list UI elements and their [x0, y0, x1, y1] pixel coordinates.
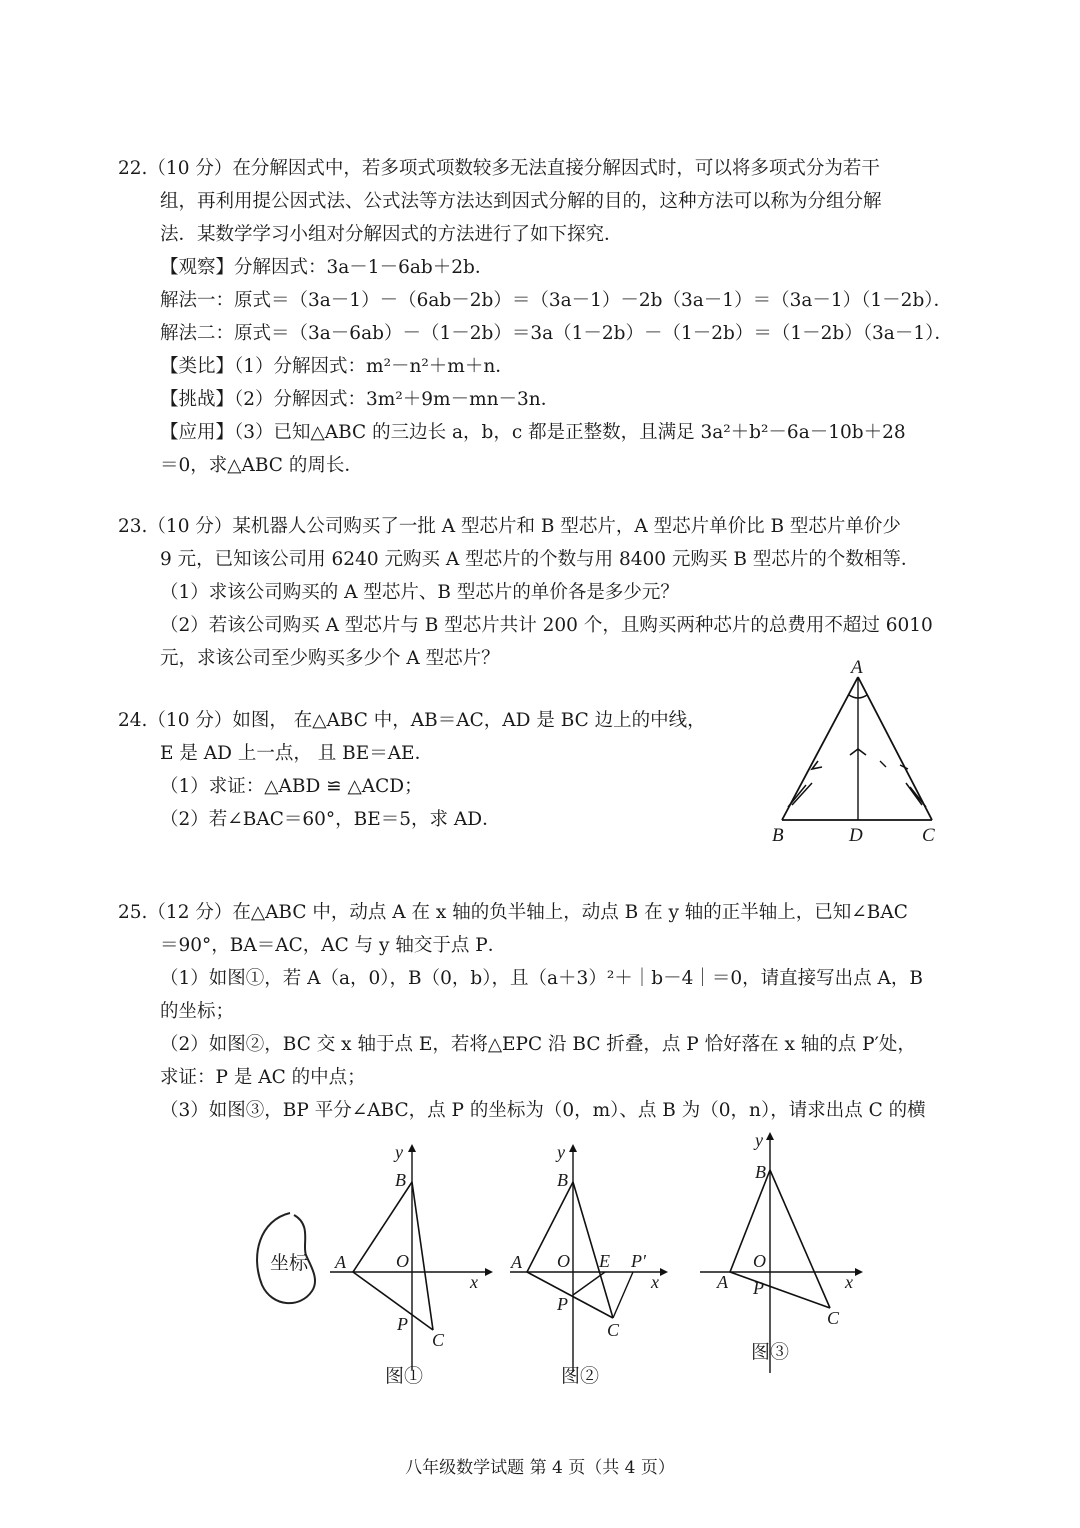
q24-line-2: E 是 AD 上一点， 且 BE＝AE． — [160, 743, 434, 764]
q25-line-3: （1）如图①，若 A（a，0），B（0，b），且（a＋3）²＋｜b－4｜＝0，请直接写出点 A，B — [160, 968, 923, 989]
q23-line-5: 元，求该公司至少购买多少个 A 型芯片？ — [160, 648, 500, 669]
q22-line-7: 【类比】（1）分解因式：m²－n²＋m＋n． — [160, 356, 514, 377]
fig2-caption: 图② — [561, 1366, 600, 1387]
fig3-label-o: O — [753, 1251, 766, 1271]
q25-line-1: 25.（12 分）在△ABC 中，动点 A 在 x 轴的负半轴上，动点 B 在 y 轴的正半轴上，已知∠BAC — [118, 902, 908, 923]
q22-line-4: 【观察】分解因式：3a－1－6ab＋2b． — [160, 257, 494, 278]
fig3-label-x: x — [845, 1272, 853, 1292]
fig3-label-a: A — [717, 1272, 728, 1292]
q24-line-1: 24.（10 分）如图， 在△ABC 中，AB＝AC，AD 是 BC 边上的中线， — [118, 710, 706, 731]
fig3-label-p: P — [753, 1278, 764, 1298]
fig1-label-c: C — [432, 1330, 445, 1350]
fig1-label-y: y — [395, 1142, 403, 1162]
q22-line-5: 解法一：原式＝（3a－1）－（6ab－2b）＝（3a－1）－2b（3a－1）＝（3a－1）（1－2b）． — [160, 290, 953, 311]
fig1-label-b: B — [395, 1170, 406, 1190]
q22-line-2: 组，再利用提公因式法、公式法等方法达到因式分解的目的，这种方法可以称为分组分解 — [160, 191, 882, 212]
fig3-label-b: B — [755, 1162, 766, 1182]
q25-figure-2 — [505, 1140, 675, 1390]
fig2-label-x: x — [651, 1272, 659, 1292]
q23-line-3: （1）求该公司购买的 A 型芯片、B 型芯片的单价各是多少元？ — [160, 582, 679, 603]
q24-triangle-figure — [760, 655, 960, 850]
q23-line-1: 23.（10 分）某机器人公司购买了一批 A 型芯片和 B 型芯片，A 型芯片单价比 B 型芯片单价少 — [118, 516, 901, 537]
fig2-label-b: B — [557, 1170, 568, 1190]
fig3-label-y: y — [755, 1130, 763, 1150]
q22-line-10: ＝0，求△ABC 的周长． — [160, 455, 363, 476]
fig2-label-e: E — [599, 1251, 610, 1271]
fig3-caption: 图③ — [751, 1342, 790, 1363]
q24-line-4: （2）若∠BAC＝60°，BE＝5，求 AD． — [160, 809, 501, 830]
q25-line-6: 求证：P 是 AC 的中点； — [160, 1067, 366, 1088]
q25-figure-3 — [695, 1128, 870, 1378]
fig3-label-c: C — [827, 1308, 840, 1328]
q24-label-d: D — [849, 825, 863, 846]
q22-line-6: 解法二：原式＝（3a－6ab）－（1－2b）＝3a（1－2b）－（1－2b）＝（1－2b）（3a－1）． — [160, 323, 953, 344]
handwritten-note-text: 坐标 — [270, 1253, 309, 1274]
q22-line-8: 【挑战】（2）分解因式：3m²＋9m－mn－3n． — [160, 389, 560, 410]
q24-line-3: （1）求证：△ABD ≌ △ACD； — [160, 776, 423, 797]
fig2-label-a: A — [511, 1252, 522, 1272]
fig1-caption: 图① — [385, 1366, 424, 1387]
q24-label-b: B — [772, 825, 784, 846]
q24-label-a: A — [851, 657, 863, 678]
fig2-label-o: O — [557, 1251, 570, 1271]
fig2-label-p-prime: P′ — [631, 1251, 646, 1271]
q25-line-5: （2）如图②，BC 交 x 轴于点 E，若将△EPC 沿 BC 折叠，点 P 恰好落在 x 轴的点 P′处， — [160, 1034, 916, 1055]
q23-line-2: 9 元，已知该公司用 6240 元购买 A 型芯片的个数与用 8400 元购买 B 型芯片的个数相等． — [160, 549, 920, 570]
q22-line-1: 22.（10 分）在分解因式中，若多项式项数较多无法直接分解因式时，可以将多项式分为若干 — [118, 158, 880, 179]
fig2-label-p: P — [557, 1294, 568, 1314]
fig2-label-y: y — [557, 1142, 565, 1162]
q25-line-4: 的坐标； — [160, 1001, 235, 1022]
q25-line-2: ＝90°，BA＝AC，AC 与 y 轴交于点 P． — [160, 935, 507, 956]
fig2-label-c: C — [607, 1320, 620, 1340]
fig1-label-o: O — [396, 1251, 409, 1271]
q24-label-c: C — [922, 825, 935, 846]
fig1-label-p: P — [397, 1314, 408, 1334]
q25-line-7: （3）如图③，BP 平分∠ABC，点 P 的坐标为（0，m）、点 B 为（0，n），请求出点 C 的横 — [160, 1100, 926, 1121]
page-footer: 八年级数学试题 第 4 页（共 4 页） — [405, 1458, 675, 1478]
q25-figure-1 — [325, 1140, 495, 1390]
fig1-label-x: x — [470, 1272, 478, 1292]
q22-line-9: 【应用】（3）已知△ABC 的三边长 a，b，c 都是正整数，且满足 3a²＋b²－6a－10b＋28 — [160, 422, 906, 443]
fig1-label-a: A — [335, 1252, 346, 1272]
q23-line-4: （2）若该公司购买 A 型芯片与 B 型芯片共计 200 个，且购买两种芯片的总费用不超过 6010 — [160, 615, 933, 636]
q22-line-3: 法．某数学学习小组对分解因式的方法进行了如下探究． — [160, 224, 623, 245]
